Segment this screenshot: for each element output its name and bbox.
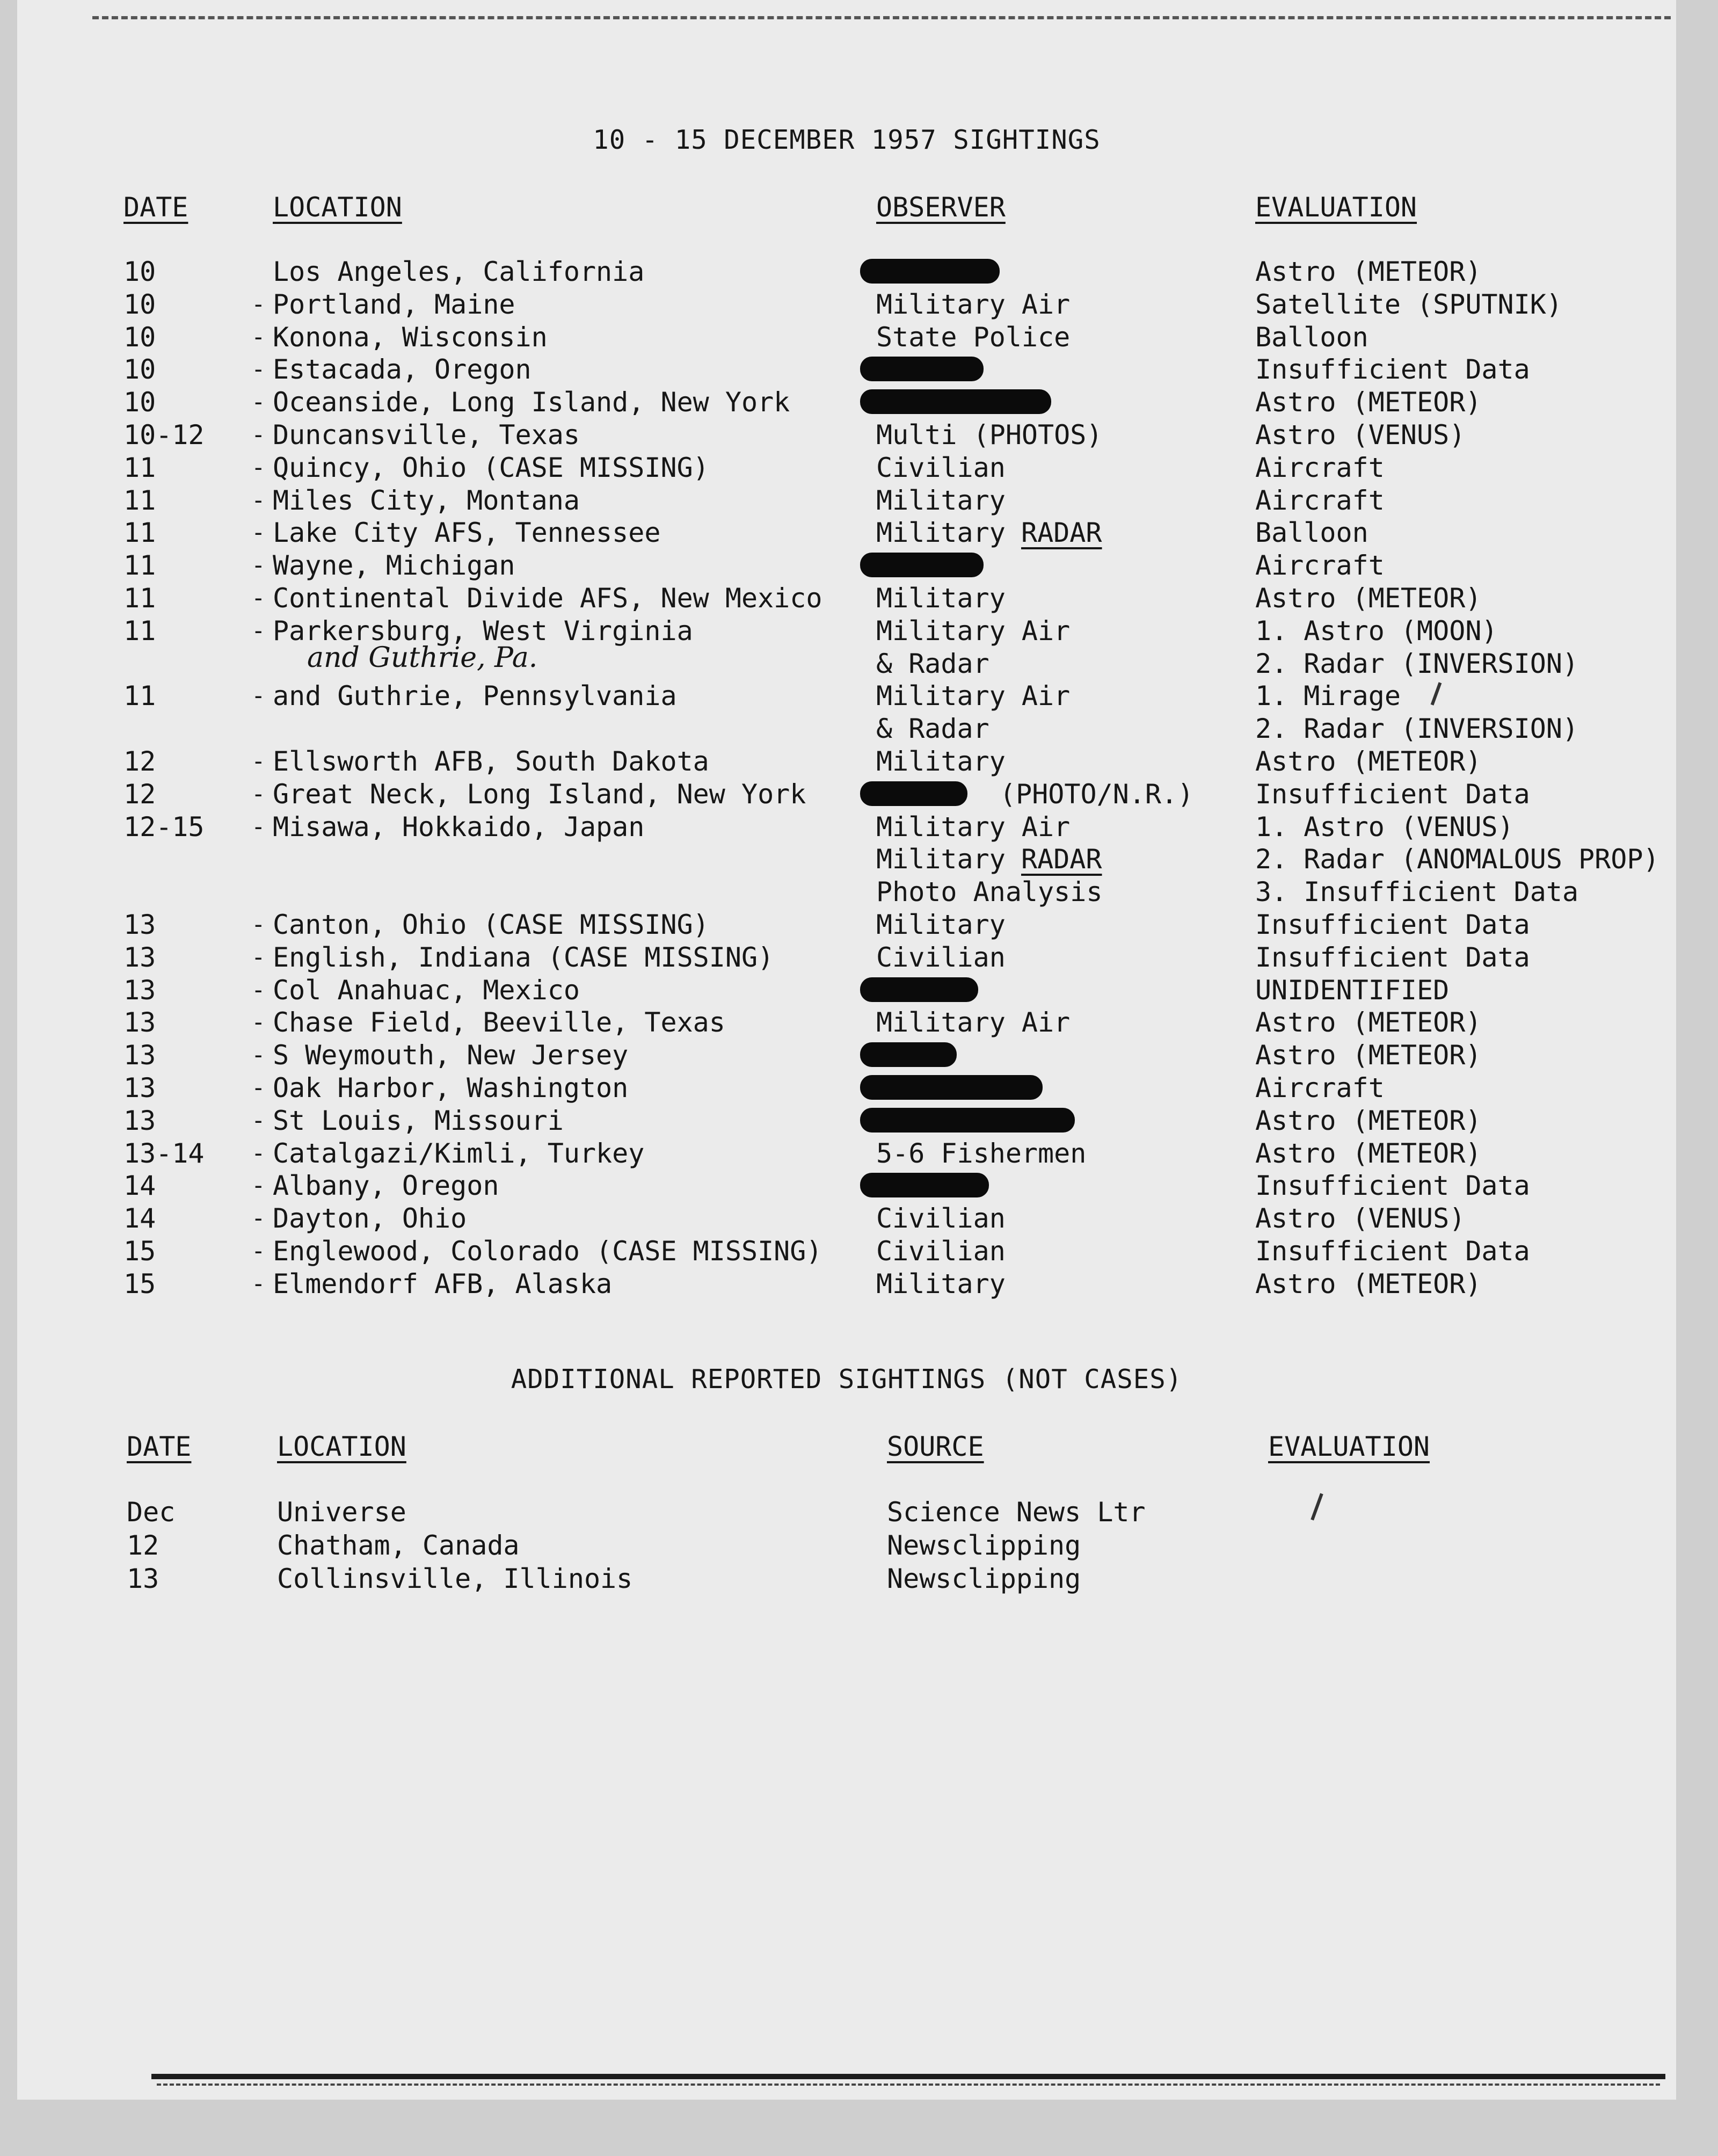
check-tick-mark: - [251,584,266,612]
additional-row-location: Collinsville, Illinois [277,1563,633,1594]
row-evaluation: Balloon [1255,517,1368,548]
additional-row-date: 13 [127,1563,159,1594]
additional-title: ADDITIONAL REPORTED SIGHTINGS (NOT CASES) [511,1364,1183,1395]
additional-header-date: DATE [127,1431,192,1462]
row-observer: Multi (PHOTOS) [876,419,1103,451]
row-location: Englewood, Colorado (CASE MISSING) [273,1236,822,1267]
additional-row-source: Newsclipping [887,1530,1081,1561]
row-observer-underlined: RADAR [1021,844,1102,875]
row-evaluation: 1. Astro (MOON) [1255,615,1498,647]
row-observer: Military [876,485,1006,516]
row-observer: Military [876,583,1006,614]
row-evaluation: Astro (METEOR) [1255,746,1482,777]
check-tick-mark: - [251,911,266,938]
check-tick-mark: - [251,682,266,709]
row-date: 13 [123,1105,156,1136]
row-date: 10 [123,322,156,353]
row-observer: Military Air [876,289,1071,320]
row-evaluation: Aircraft [1255,485,1385,516]
row-location: Wayne, Michigan [273,550,515,581]
row-date: 13 [123,1007,156,1038]
row-observer: Civilian [876,1236,1006,1267]
row-date: 11 [123,517,156,548]
row-evaluation: Aircraft [1255,1072,1385,1104]
row-date: 13-14 [123,1138,205,1169]
row-date: 11 [123,680,156,712]
row-evaluation: 2. Radar (INVERSION) [1255,648,1579,679]
row-location: Catalgazi/Kimli, Turkey [273,1138,645,1169]
redaction-mark [860,1173,989,1197]
check-tick-mark: - [251,454,266,481]
row-date: 10 [123,354,156,385]
check-tick-mark: - [251,1074,266,1101]
row-date: 15 [123,1236,156,1267]
additional-header-evaluation: EVALUATION [1268,1431,1430,1462]
additional-row-date: 12 [127,1530,159,1561]
row-evaluation: Insufficient Data [1255,1170,1530,1201]
check-tick-mark: - [251,323,266,351]
row-date: 10 [123,256,156,287]
additional-row-source: Newsclipping [887,1563,1081,1594]
check-tick-mark: - [251,421,266,448]
check-tick-mark: - [251,1008,266,1036]
row-observer: & Radar [876,713,989,744]
row-evaluation: 2. Radar (ANOMALOUS PROP) [1255,844,1659,875]
check-tick-mark: - [251,976,266,1004]
check-tick-mark: - [251,1107,266,1134]
row-evaluation: 1. Astro (VENUS) [1255,811,1514,843]
row-location: Portland, Maine [273,289,515,320]
row-location: Elmendorf AFB, Alaska [273,1268,613,1300]
row-evaluation: Insufficient Data [1255,909,1530,940]
row-location: Duncansville, Texas [273,419,580,451]
row-date: 13 [123,975,156,1006]
row-location: Oceanside, Long Island, New York [273,387,790,418]
row-location: Oak Harbor, Washington [273,1072,629,1104]
header-evaluation: EVALUATION [1255,192,1417,223]
row-evaluation: Astro (METEOR) [1255,1268,1482,1300]
check-tick-mark: - [251,1204,266,1232]
row-date: 13 [123,942,156,973]
row-location: Col Anahuac, Mexico [273,975,580,1006]
row-observer: Military Air [876,811,1071,843]
row-evaluation: Balloon [1255,322,1368,353]
header-date: DATE [123,192,188,223]
row-location: Parkersburg, West Virginia [273,615,693,647]
additional-header-source: SOURCE [887,1431,984,1462]
check-tick-mark: - [251,943,266,971]
row-evaluation: 1. Mirage [1255,680,1401,712]
row-evaluation: Astro (METEOR) [1255,1040,1482,1071]
redaction-mark [860,781,967,806]
row-evaluation: Insufficient Data [1255,1236,1530,1267]
bottom-border-dashes [157,2084,1660,2086]
check-tick-mark: - [251,780,266,808]
row-evaluation: Astro (METEOR) [1255,387,1482,418]
check-tick-mark: - [251,747,266,775]
row-date: 12 [123,779,156,810]
row-date: 14 [123,1170,156,1201]
row-observer: Military Air [876,615,1071,647]
page-title: 10 - 15 DECEMBER 1957 SIGHTINGS [593,125,1101,155]
row-observer: Military Air [876,680,1071,712]
row-location: Lake City AFS, Tennessee [273,517,661,548]
additional-row-source: Science News Ltr [887,1497,1146,1528]
row-evaluation: Aircraft [1255,550,1385,581]
row-observer-underlined: RADAR [1021,517,1102,548]
check-tick-mark: - [251,551,266,579]
row-location: Misawa, Hokkaido, Japan [273,811,645,843]
row-date: 13 [123,1040,156,1071]
row-observer: Civilian [876,452,1006,483]
row-observer: Photo Analysis [876,876,1103,908]
row-location: Canton, Ohio (CASE MISSING) [273,909,709,940]
header-observer: OBSERVER [876,192,1006,223]
redaction-mark [860,259,1000,284]
check-tick-mark: - [251,355,266,383]
row-date: 13 [123,1072,156,1104]
row-date: 12 [123,746,156,777]
row-evaluation: Astro (METEOR) [1255,1007,1482,1038]
row-location: Los Angeles, California [273,256,645,287]
row-observer: Military [876,909,1006,940]
redaction-mark [860,553,984,577]
top-border-rule [92,16,1671,19]
row-date: 10 [123,289,156,320]
row-date: 12-15 [123,811,205,843]
row-date: 11 [123,452,156,483]
row-evaluation: Aircraft [1255,452,1385,483]
row-location: Chase Field, Beeville, Texas [273,1007,725,1038]
additional-row-date: Dec [127,1497,176,1528]
row-evaluation: 2. Radar (INVERSION) [1255,713,1579,744]
row-date: 10-12 [123,419,205,451]
row-location: Konona, Wisconsin [273,322,548,353]
header-location: LOCATION [273,192,402,223]
row-date: 15 [123,1268,156,1300]
row-location: Continental Divide AFS, New Mexico [273,583,822,614]
row-evaluation: Insufficient Data [1255,354,1530,385]
row-observer: (PHOTO/N.R.) [1000,779,1194,810]
redaction-mark [860,389,1051,414]
row-evaluation: Astro (METEOR) [1255,583,1482,614]
row-location: Miles City, Montana [273,485,580,516]
row-date: 11 [123,550,156,581]
check-tick-mark: - [251,1270,266,1297]
row-evaluation: 3. Insufficient Data [1255,876,1579,908]
check-tick-mark: - [251,1237,266,1265]
row-observer: State Police [876,322,1071,353]
row-location: S Weymouth, New Jersey [273,1040,629,1071]
check-tick-mark: - [251,519,266,546]
additional-header-location: LOCATION [277,1431,406,1462]
redaction-mark [860,1075,1043,1100]
bottom-border-rule [151,2074,1665,2079]
row-observer: & Radar [876,648,989,679]
check-tick-mark: - [251,813,266,840]
redaction-mark [860,357,984,381]
row-evaluation: Astro (METEOR) [1255,1105,1482,1136]
check-tick-mark: - [251,388,266,416]
row-date: 10 [123,387,156,418]
row-evaluation: Astro (VENUS) [1255,1203,1466,1234]
row-location: Albany, Oregon [273,1170,499,1201]
row-date: 11 [123,615,156,647]
row-evaluation: Insufficient Data [1255,779,1530,810]
row-location: Great Neck, Long Island, New York [273,779,806,810]
redaction-mark [860,977,978,1002]
row-evaluation: Astro (METEOR) [1255,1138,1482,1169]
row-date: 13 [123,909,156,940]
row-evaluation: Satellite (SPUTNIK) [1255,289,1562,320]
check-tick-mark: - [251,487,266,514]
row-date: 11 [123,583,156,614]
handwritten-slash-mark [1311,1493,1323,1521]
row-observer: Military Air [876,1007,1071,1038]
row-location: and Guthrie, Pennsylvania [273,680,677,712]
check-tick-mark: - [251,1172,266,1199]
additional-row-location: Chatham, Canada [277,1530,520,1561]
check-tick-mark: - [251,1139,266,1167]
row-date: 11 [123,485,156,516]
row-location: English, Indiana (CASE MISSING) [273,942,774,973]
row-observer: 5-6 Fishermen [876,1138,1087,1169]
row-location: Dayton, Ohio [273,1203,467,1234]
document-page [17,0,1676,2100]
row-observer: Military [876,517,1006,548]
row-date: 14 [123,1203,156,1234]
redaction-mark [860,1042,957,1067]
row-evaluation: Insufficient Data [1255,942,1530,973]
row-observer: Military [876,1268,1006,1300]
row-observer: Civilian [876,942,1006,973]
row-location: St Louis, Missouri [273,1105,564,1136]
handwritten-annotation: and Guthrie, Pa. [307,642,538,674]
handwritten-check-mark [1431,682,1442,705]
row-evaluation: UNIDENTIFIED [1255,975,1450,1006]
check-tick-mark: - [251,291,266,318]
row-observer: Military [876,746,1006,777]
row-location: Quincy, Ohio (CASE MISSING) [273,452,709,483]
row-evaluation: Astro (VENUS) [1255,419,1466,451]
row-observer: Civilian [876,1203,1006,1234]
additional-row-location: Universe [277,1497,406,1528]
row-location: Ellsworth AFB, South Dakota [273,746,709,777]
check-tick-mark: - [251,617,266,644]
row-evaluation: Astro (METEOR) [1255,256,1482,287]
row-location: Estacada, Oregon [273,354,532,385]
check-tick-mark: - [251,1041,266,1069]
redaction-mark [860,1108,1075,1133]
row-observer: Military [876,844,1006,875]
